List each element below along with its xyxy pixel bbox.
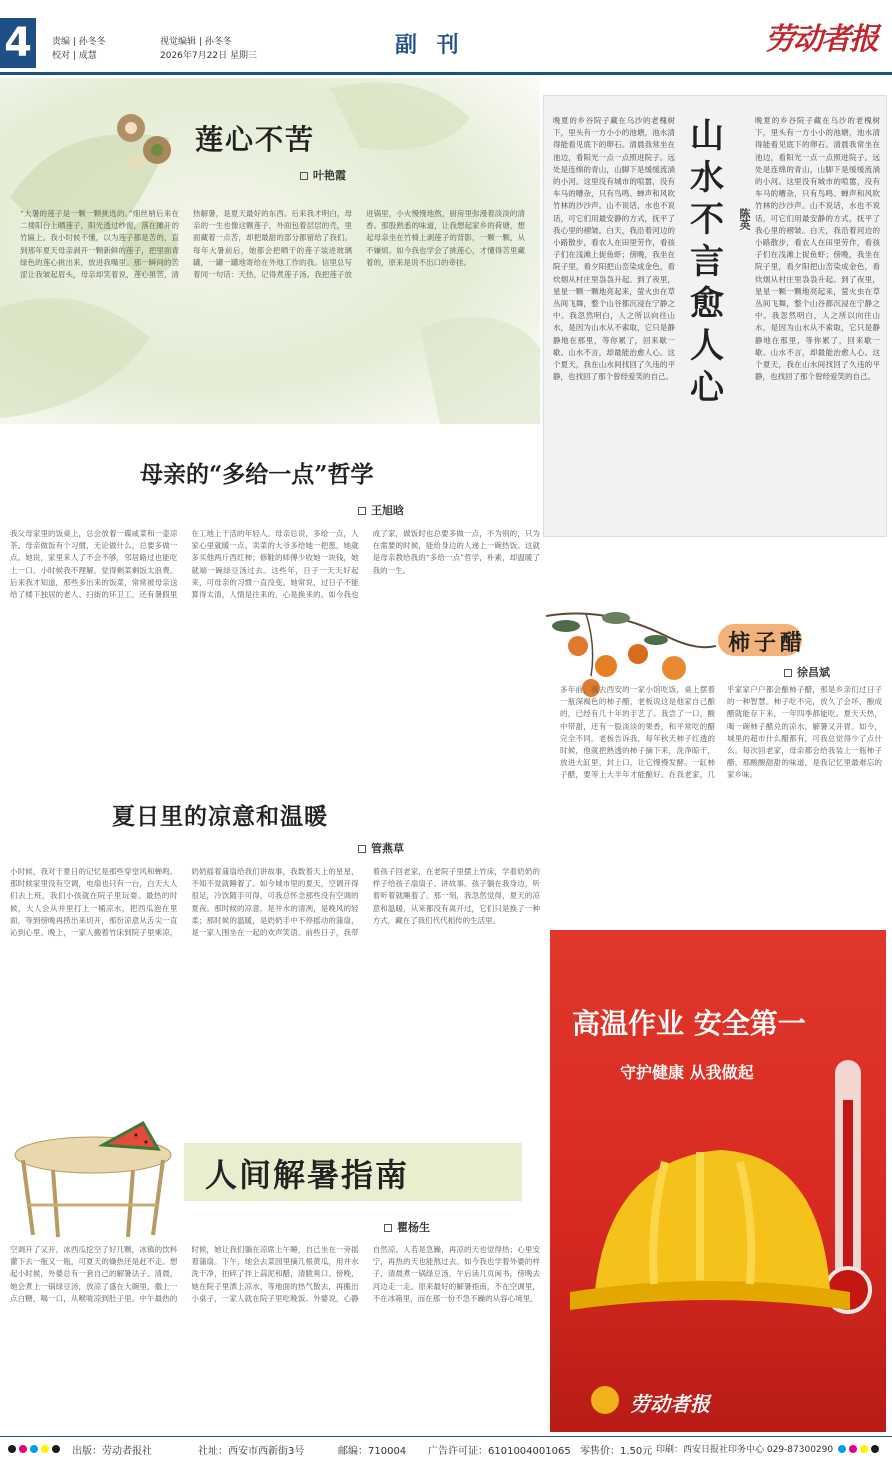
author-summer: 管燕草 xyxy=(371,842,404,855)
section-title: 副 刊 xyxy=(395,32,465,58)
footer-address: 社址：西安市西新街3号 xyxy=(198,1446,305,1457)
editor-credit: 责编 | 孙冬冬 xyxy=(52,37,106,47)
newspaper-logo: 劳动者报 xyxy=(765,22,877,57)
proof-credit: 校对 | 成慧 xyxy=(52,51,97,61)
byline-box-icon xyxy=(358,845,366,853)
byline-guide xyxy=(384,1219,430,1235)
byline-summer xyxy=(358,840,404,856)
article-body-shanshui-b: 晚夏的乡谷院子藏在乌沙的老槐树下，里头有一方小小的池塘，池水清得能看见底下的卵石。清晨我常坐在池边，看阳光一点一点照进院子。远处是连绵的青山，山脚下是缓缓流淌的小河。这里没有城市的喧嚣，没有车马的嘈杂，只有鸟鸣、蝉声和风吹竹林的沙沙声。山不说话，水也不说话，可它们用最安静的方式，抚平了我心里的褶皱。白天，我沿着河边的小路散步，看农人在田里劳作，看孩子们在浅滩上捉鱼虾；傍晚，我坐在院子里，看夕阳把山峦染成金色，看炊烟从村庄里袅袅升起。到了夜里，星星一颗一颗地亮起来，萤火虫在草丛间飞舞，整个山谷都沉浸在宁静之中。我忽然明白，人之所以向往山水，是因为山水从不索取，它只是静静地在那里，等你累了，回来歇一歇。山水不言，却最能治愈人心。这个夏天，我在山水间找回了久违的平静，也找回了那个曾经爱笑的自己。 xyxy=(755,116,880,382)
author-persimmon: 徐昌斌 xyxy=(797,666,830,679)
color-registration-dots xyxy=(8,1445,60,1453)
page-number: 4 xyxy=(0,18,36,68)
footer-rule xyxy=(0,1436,892,1437)
footer-postcode: 邮编：710004 xyxy=(338,1446,407,1457)
issue-date: 2026年7月22日 星期三 xyxy=(160,51,257,61)
footer-ad-license: 广告许可证：6101004001065 xyxy=(428,1446,571,1457)
author-mother: 王旭晗 xyxy=(371,504,404,517)
article-title-guide: 人间解暑指南 xyxy=(205,1156,410,1194)
article-body-summer: 小时候，我对于夏日的记忆是那些穿堂风和蝉鸣。那时候家里没有空调，电扇也只有一台，白天大人们去上班，我们小孩就在院子里玩耍。最热的时候，大人会从井里打上一桶凉水，把西瓜泡在里面，等到傍晚再捞出来切开，那份凉意从舌尖一直沁到心里。晚上，一家人搬着竹床到院子里乘凉，奶奶摇着蒲扇给我们讲故事，我数着天上的星星，不知不觉就睡着了。如今城市里的夏天，空调开得很足，冷饮随手可得，可我总怀念那些没有空调的夏夜。那时候的凉意，是井水的清冽，是晚风的轻柔；那时候的温暖，是奶奶手中不停摇动的蒲扇，是一家人围坐在一起的欢声笑语。前些日子，我带着孩子回老家，在老院子里摆上竹床，学着奶奶的样子给孩子扇扇子、讲故事。孩子躺在我身边，听着听着就睡着了。那一刻，我忽然觉得，夏天的凉意和温暖，从来都没有离开过，它们只是换了一种方式，藏在了我们代代相传的生活里。 xyxy=(10,867,540,938)
header-rule xyxy=(0,72,892,75)
footer-printer: 印刷：西安日报社印务中心 029-87300290 xyxy=(656,1445,834,1455)
author-guide: 瞿杨生 xyxy=(397,1221,430,1234)
article-title-shanshui: 山水不言愈人心 xyxy=(690,116,724,408)
safety-ad xyxy=(550,930,886,1432)
article-body-lotus: “大暑的莲子是一颗一颗挑选的。”细丝梢后来在二楼阳台上晒莲子，阳光透过纱窗，落在摊开的竹匾上。我小时候不懂，以为莲子都是苦的，直到那年夏天母亲剥开一颗新鲜的莲子，把里面青绿色的莲心挑出来，放进我嘴里。那一瞬间的苦涩让我皱起眉头，母亲却笑着说，莲心虽苦，清热解暑，是夏天最好的东西。后来我才明白，母亲的一生也像这颗莲子，外面包着层层的壳，里面藏着一点苦，却把最甜的部分都留给了我们。每年大暑前后，她都会把晒干的莲子装进玻璃罐，一罐一罐地寄给在外地工作的我。信里总写着同一句话：天热，记得煮莲子汤。我把莲子放进锅里，小火慢慢地熬，厨房里弥漫着淡淡的清香。那股熟悉的味道，让我想起家乡的荷塘，想起母亲坐在竹椅上剥莲子的背影，一颗一颗，从不嫌烦。如今我也学会了挑莲心，才懂得苦里藏着的，原来是说不出口的牵挂。 xyxy=(20,209,525,280)
byline-mother xyxy=(358,502,404,518)
byline-lotus xyxy=(300,167,346,183)
stool-watermelon-illustration xyxy=(8,1115,188,1240)
article-body-mother: 我父母家里的饭桌上，总会放着一碟咸菜和一壶凉茶。母亲做饭有个习惯，无论做什么，总要多做一点。她说，家里来人了不会不够，邻居路过也能吃上一口。小时候我不理解，觉得剩菜剩饭太浪费。后来我才知道，那些多出来的饭菜，常常被母亲送给了楼下独居的老人、扫街的环卫工，还有暑假里在工地上干活的年轻人。母亲总说，多给一点，人家心里就暖一点。卖菜的大爷多给她一把葱，她就多买他两斤西红柿；修鞋的师傅少收她一块钱，她就端一碗绿豆汤过去。这些年，日子一天天好起来，可母亲的习惯一直没变。她常说，过日子不能算得太清，人情是往来的，心是换来的。如今我也成了家，做饭时也总要多做一点，不为别的，只为在需要的时候，能给身边的人递上一碗热饭。这就是母亲教给我的“多给一点”哲学，朴素，却温暖了我的一生。 xyxy=(10,529,540,600)
article-title-summer: 夏日里的凉意和温暖 xyxy=(112,803,328,830)
lotus-seed-illustration xyxy=(105,100,185,180)
byline-box-icon xyxy=(300,172,308,180)
byline-persimmon xyxy=(784,664,830,680)
ad-brand: 劳动者报 xyxy=(630,1392,710,1416)
article-title-lotus: 莲心不苦 xyxy=(195,123,316,156)
article-body-shanshui-a: 晚夏的乡谷院子藏在乌沙的老槐树下，里头有一方小小的池塘，池水清得能看见底下的卵石。清晨我常坐在池边，看阳光一点一点照进院子。远处是连绵的青山，山脚下是缓缓流淌的小河。这里没有城市的喧嚣，没有车马的嘈杂，只有鸟鸣、蝉声和风吹竹林的沙沙声。山不说话，水也不说话，可它们用最安静的方式，抚平了我心里的褶皱。白天，我沿着河边的小路散步，看农人在田里劳作，看孩子们在浅滩上捉鱼虾；傍晚，我坐在院子里，看夕阳把山峦染成金色，看炊烟从村庄里袅袅升起。到了夜里，星星一颗一颗地亮起来，萤火虫在草丛间飞舞，整个山谷都沉浸在宁静之中。我忽然明白，人之所以向往山水，是因为山水从不索取，它只是静静地在那里，等你累了，回来歇一歇。山水不言，却最能治愈人心。这个夏天，我在山水间找回了久违的平静，也找回了那个曾经爱笑的自己。 xyxy=(553,116,675,382)
footer-price: 零售价：1.50元 xyxy=(580,1446,653,1457)
article-title-mother: 母亲的“多给一点”哲学 xyxy=(140,461,374,488)
article-body-persimmon: 多年前，我去西安的一家小馆吃饭，桌上摆着一瓶深褐色的柿子醋，老板说这是他家自己酿的，已经有几十年的手艺了。我尝了一口，酸中带甜，还有一股淡淡的果香，和平常吃的醋完全不同。老板告诉我，每年秋天柿子红透的时候，他就把熟透的柿子摘下来，洗净晾干，放进大缸里，封上口，让它慢慢发酵。一缸柿子醋，要等上大半年才能酿好。在我老家，几乎家家户户都会酿柿子醋，那是乡亲们过日子的一种智慧。柿子吃不完，放久了会坏，酿成醋就能存下来，一年四季都能吃。夏天天热，喝一碗柿子醋兑的凉水，解暑又开胃。如今，城里的超市什么醋都有，可我总觉得少了点什么。每次回老家，母亲都会给我装上一瓶柿子醋，那酸酸甜甜的味道，是我记忆里最难忘的家乡味。 xyxy=(560,685,882,780)
color-registration-dots-right xyxy=(838,1445,879,1453)
article-title-persimmon: 柿子醋 xyxy=(728,630,807,656)
byline-box-icon xyxy=(784,669,792,677)
article-body-guide: 空调开了又开，冰西瓜挖空了好几颗，冰镇的饮料灌下去一瓶又一瓶，可夏天的燥热还是赶不走。想起小时候，外婆总有一套自己的解暑法子。清晨，她会煮上一锅绿豆汤，放凉了盛在大碗里，撒上一点白糖，喝一口，从喉咙凉到肚子里。中午最热的时候，她让我们躺在凉席上午睡，自己坐在一旁摇着蒲扇。下午，她会去菜园里摘几根黄瓜，用井水洗干净，拍碎了拌上蒜泥和醋，清脆爽口。傍晚，她在院子里洒上凉水，等地面的热气散去，再搬出小桌子，一家人就在院子里吃晚饭。外婆说，心静自然凉。人若是急躁，再凉的天也觉得热；心里安宁，再热的天也能熬过去。如今我也学着外婆的样子，清晨煮一锅绿豆汤，午后读几页闲书，傍晚去河边走一走。原来最好的解暑指南，不在空调里，不在冰箱里，而在那一份不急不躁的从容心境里。 xyxy=(10,1245,540,1303)
author-shanshui: 陈英 xyxy=(738,208,751,230)
visual-editor-credit: 视觉编辑 | 孙冬冬 xyxy=(160,37,232,47)
ad-subtitle: 守护健康 从我做起 xyxy=(620,1063,754,1082)
byline-shanshui xyxy=(736,208,752,230)
byline-box-icon xyxy=(358,507,366,515)
ad-headline: 高温作业 安全第一 xyxy=(572,1007,806,1040)
footer-publisher: 出版：劳动者报社 xyxy=(72,1446,152,1457)
author-lotus: 叶艳霞 xyxy=(313,169,346,182)
byline-box-icon xyxy=(384,1224,392,1232)
